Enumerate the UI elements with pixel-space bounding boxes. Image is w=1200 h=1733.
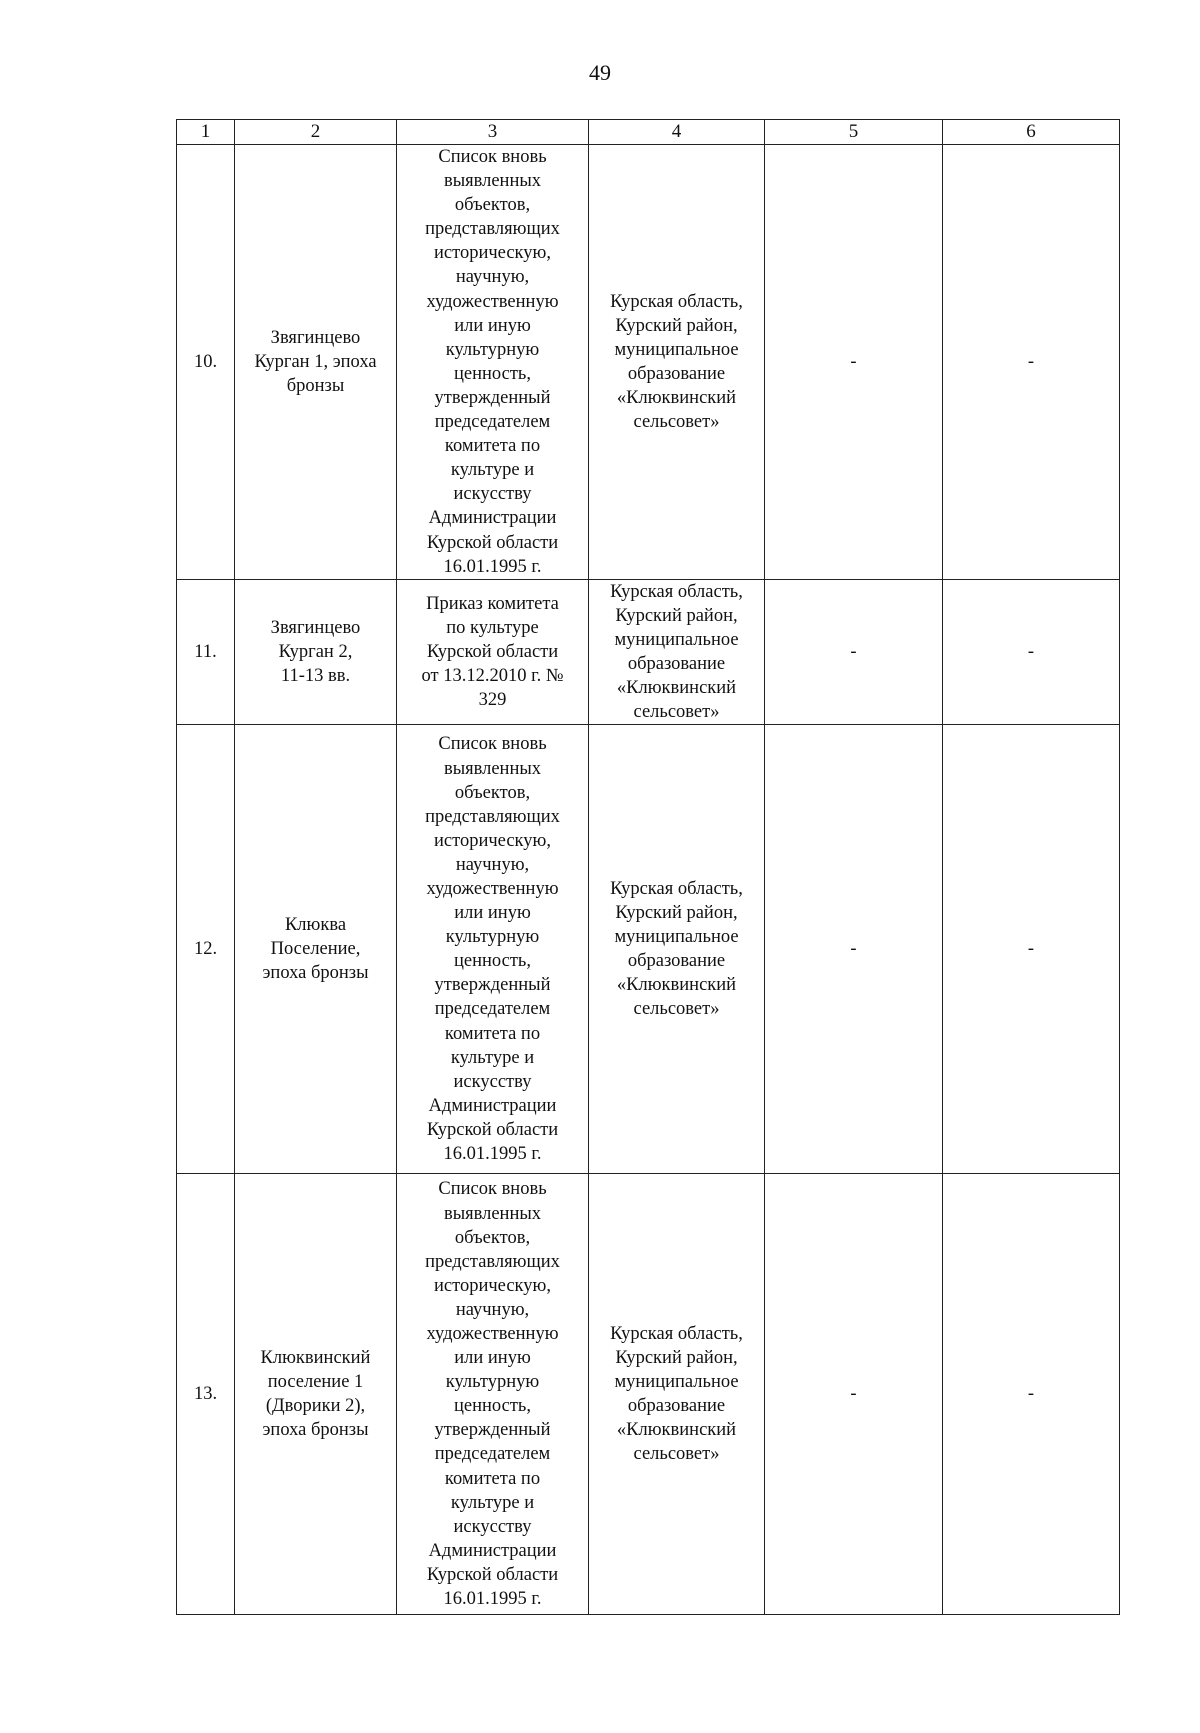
heritage-objects-table [176, 119, 1120, 1615]
column-6-value: - [943, 1174, 1120, 1615]
object-name: Клюквинский поселение 1 (Дворики 2), эпоха бронзы [235, 1174, 397, 1615]
row-number: 10. [177, 145, 235, 580]
table-row [177, 145, 1120, 580]
object-location: Курская область, Курский район, муниципальное образование «Клюквинский сельсовет» [589, 1174, 765, 1615]
table-row [177, 1174, 1120, 1615]
row-number: 11. [177, 579, 235, 725]
object-location: Курская область, Курский район, муниципальное образование «Клюквинский сельсовет» [589, 725, 765, 1174]
table-header-row [177, 120, 1120, 145]
column-6-value: - [943, 725, 1120, 1174]
table-row [177, 725, 1120, 1174]
protection-document: Список вновь выявленных объектов, представляющих историческую, научную, художественную или иную культурную ценность, утвержденный председателем комитета по культуре и искусству Администрации Курской области 16.01.1995 г. [397, 1174, 589, 1615]
page-number: 49 [589, 60, 611, 85]
column-5-value: - [765, 1174, 943, 1615]
protection-document: Список вновь выявленных объектов, представляющих историческую, научную, художественную или иную культурную ценность, утвержденный председателем комитета по культуре и искусству Администрации Курской области 16.01.1995 г. [397, 725, 589, 1174]
object-location: Курская область, Курский район, муниципальное образование «Клюквинский сельсовет» [589, 579, 765, 725]
column-6-value: - [943, 145, 1120, 580]
table-row [177, 579, 1120, 725]
column-header: 4 [589, 120, 765, 145]
object-name: Звягинцево Курган 1, эпоха бронзы [235, 145, 397, 580]
row-number: 12. [177, 725, 235, 1174]
column-header: 5 [765, 120, 943, 145]
column-header: 3 [397, 120, 589, 145]
object-location: Курская область, Курский район, муниципальное образование «Клюквинский сельсовет» [589, 145, 765, 580]
row-number: 13. [177, 1174, 235, 1615]
protection-document: Список вновь выявленных объектов, представляющих историческую, научную, художественную или иную культурную ценность, утвержденный председателем комитета по культуре и искусству Администрации Курской области 16.01.1995 г. [397, 145, 589, 580]
column-5-value: - [765, 725, 943, 1174]
protection-document: Приказ комитета по культуре Курской области от 13.12.2010 г. № 329 [397, 579, 589, 725]
object-name: Клюква Поселение, эпоха бронзы [235, 725, 397, 1174]
column-5-value: - [765, 145, 943, 580]
column-5-value: - [765, 579, 943, 725]
object-name: Звягинцево Курган 2, 11-13 вв. [235, 579, 397, 725]
column-6-value: - [943, 579, 1120, 725]
column-header: 1 [177, 120, 235, 145]
column-header: 2 [235, 120, 397, 145]
column-header: 6 [943, 120, 1120, 145]
